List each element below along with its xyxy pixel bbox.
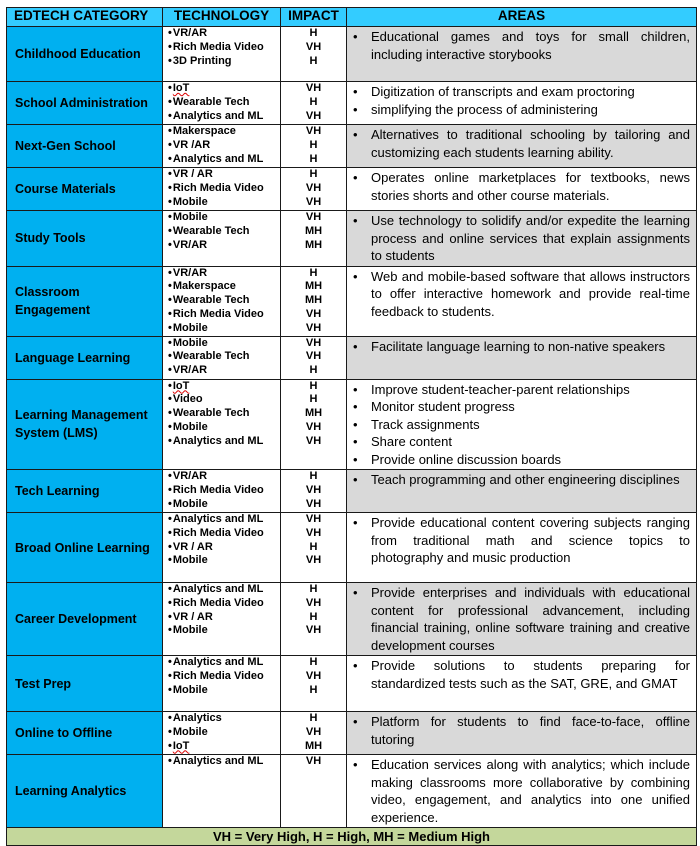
area-item: • Provide solutions to students preparing for standardized tests such as the SAT, GRE, and GMAT <box>371 657 690 692</box>
technology-label: VR / AR <box>172 168 213 180</box>
area-item: • Share content <box>371 433 690 451</box>
impact-value: MH <box>304 407 323 420</box>
technology-label: Rich Media Video <box>172 181 264 194</box>
technology-item <box>168 470 278 484</box>
area-item: • Use technology to solidify and/or expedite the learning process and online services that explain assignments to students <box>371 212 690 265</box>
impact-cell <box>281 379 347 470</box>
impact-value: VH <box>305 434 322 447</box>
category-cell: Tech Learning <box>7 470 163 513</box>
impact-value: H <box>309 470 318 482</box>
impact-value: VH <box>305 82 322 94</box>
technology-label: IoT <box>172 82 190 94</box>
category-cell: Childhood Education <box>7 27 163 82</box>
technology-cell <box>163 470 281 513</box>
technology-label: Rich Media Video <box>172 40 264 53</box>
technology-label: Mobile <box>172 624 208 637</box>
technology-label: Mobile <box>172 683 208 696</box>
table-row <box>7 712 697 755</box>
areas-list <box>351 212 690 265</box>
technology-label: IoT <box>172 379 190 392</box>
category-cell: Next-Gen School <box>7 125 163 168</box>
impact-cell <box>281 336 347 379</box>
technology-item <box>168 82 278 96</box>
area-item: • simplifying the process of administering <box>371 101 690 119</box>
technology-cell <box>163 656 281 712</box>
area-item: • Education services along with analytics; which include making classrooms more collaborative by combining video, engagement, and analytics into one unified experience. <box>371 756 690 826</box>
technology-item <box>168 726 278 740</box>
areas-cell <box>347 125 697 168</box>
technology-cell <box>163 755 281 828</box>
impact-value: VH <box>305 125 322 137</box>
impact-cell <box>281 513 347 583</box>
impact-value: H <box>309 266 318 279</box>
technology-cell <box>163 336 281 379</box>
areas-cell <box>347 27 697 82</box>
impact-value: VH <box>305 526 322 539</box>
impact-value: VH <box>305 181 322 194</box>
impact-cell <box>281 266 347 336</box>
technology-item <box>168 684 278 698</box>
category-cell: Course Materials <box>7 168 163 211</box>
areas-list <box>351 83 690 118</box>
areas-list <box>351 713 690 748</box>
technology-label: Wearable Tech <box>172 294 250 307</box>
areas-cell <box>347 656 697 712</box>
technology-label: VR/AR <box>172 238 208 251</box>
technology-item <box>168 168 278 182</box>
impact-value: H <box>309 138 318 151</box>
area-item: • Platform for students to find face-to-face, offline tutoring <box>371 713 690 748</box>
category-cell: School Administration <box>7 82 163 125</box>
category-cell: Career Development <box>7 583 163 656</box>
impact-value: VH <box>305 596 322 609</box>
impact-value: VH <box>305 307 322 320</box>
areas-list <box>351 514 690 567</box>
technology-label: Makerspace <box>172 125 236 137</box>
area-item: • Monitor student progress <box>371 398 690 416</box>
technology-item <box>168 294 278 308</box>
technology-cell <box>163 211 281 267</box>
table-row <box>7 168 697 211</box>
technology-item <box>168 337 278 351</box>
area-item: • Provide online discussion boards <box>371 451 690 469</box>
impact-cell <box>281 712 347 755</box>
impact-value: H <box>309 27 318 39</box>
technology-label: Rich Media Video <box>172 669 264 682</box>
table-row <box>7 379 697 470</box>
technology-label: Rich Media Video <box>172 307 264 320</box>
technology-item <box>168 267 278 281</box>
technology-item <box>168 211 278 225</box>
area-item: • Provide enterprises and individuals with educational content for professional advancement, including financial training, online software training and creative development courses <box>371 584 690 654</box>
impact-value: VH <box>305 211 322 223</box>
technology-label: Mobile <box>172 497 208 510</box>
technology-label: VR/AR <box>172 470 208 482</box>
technology-item <box>168 554 278 568</box>
technology-label: Analytics and ML <box>172 152 264 165</box>
technology-label: Analytics <box>172 712 222 724</box>
impact-value: MH <box>304 294 323 307</box>
areas-cell <box>347 336 697 379</box>
impact-value: VH <box>305 624 322 637</box>
technology-item <box>168 41 278 55</box>
technology-label: Wearable Tech <box>172 350 250 363</box>
technology-cell <box>163 125 281 168</box>
table-row <box>7 266 697 336</box>
areas-list <box>351 169 690 204</box>
header-category: EDTECH CATEGORY <box>7 8 163 27</box>
technology-label: VR/AR <box>172 364 208 377</box>
areas-cell <box>347 379 697 470</box>
impact-value: H <box>309 683 318 696</box>
impact-value: VH <box>305 554 322 567</box>
technology-item <box>168 225 278 239</box>
technology-item <box>168 421 278 435</box>
category-cell: Classroom Engagement <box>7 266 163 336</box>
table-row <box>7 755 697 828</box>
area-item: • Operates online marketplaces for textbooks, news stories shorts and other course materials. <box>371 169 690 204</box>
impact-cell <box>281 211 347 267</box>
impact-cell <box>281 656 347 712</box>
area-item: • Provide educational content covering subjects ranging from traditional math and science topics to photography and music production <box>371 514 690 567</box>
impact-value: H <box>309 393 318 406</box>
technology-label: Analytics and ML <box>172 656 264 668</box>
technology-item <box>168 740 278 754</box>
areas-cell <box>347 211 697 267</box>
technology-item <box>168 513 278 527</box>
impact-value: VH <box>305 497 322 510</box>
area-item: • Digitization of transcripts and exam proctoring <box>371 83 690 101</box>
category-cell: Test Prep <box>7 656 163 712</box>
technology-item <box>168 624 278 638</box>
area-item: • Improve student-teacher-parent relationships <box>371 381 690 399</box>
table-row <box>7 82 697 125</box>
areas-list <box>351 28 690 63</box>
technology-label: IoT <box>172 739 190 752</box>
technology-item <box>168 583 278 597</box>
technology-label: Video <box>172 393 203 406</box>
technology-cell <box>163 27 281 82</box>
impact-cell <box>281 470 347 513</box>
areas-list <box>351 381 690 469</box>
area-item: • Web and mobile-based software that allows instructors to offer interactive homework and provide real-time feedback to students. <box>371 268 690 321</box>
technology-item <box>168 196 278 210</box>
areas-cell <box>347 755 697 828</box>
areas-cell <box>347 168 697 211</box>
impact-value: VH <box>305 336 322 349</box>
impact-value: H <box>309 364 318 377</box>
technology-label: Analytics and ML <box>172 109 264 122</box>
category-cell: Broad Online Learning <box>7 513 163 583</box>
areas-list <box>351 756 690 826</box>
technology-label: VR / AR <box>172 540 213 553</box>
area-item: • Track assignments <box>371 416 690 434</box>
technology-item <box>168 407 278 421</box>
areas-list <box>351 268 690 321</box>
technology-label: Mobile <box>172 725 208 738</box>
technology-item <box>168 308 278 322</box>
areas-cell <box>347 470 697 513</box>
table-row <box>7 27 697 82</box>
area-item: • Alternatives to traditional schooling by tailoring and customizing each students learning ability. <box>371 126 690 161</box>
impact-value: H <box>309 712 318 724</box>
impact-value: MH <box>304 224 323 237</box>
legend-text: VH = Very High, H = High, MH = Medium High <box>7 828 697 846</box>
technology-item <box>168 484 278 498</box>
impact-value: H <box>309 656 318 668</box>
technology-label: Rich Media Video <box>172 596 264 609</box>
impact-value: H <box>309 54 318 67</box>
category-cell: Learning Management System (LMS) <box>7 379 163 470</box>
areas-list <box>351 126 690 161</box>
impact-value: MH <box>304 238 323 251</box>
technology-item <box>168 656 278 670</box>
technology-item <box>168 498 278 512</box>
impact-value: VH <box>305 483 322 496</box>
technology-label: VR / AR <box>172 610 213 623</box>
technology-item <box>168 380 278 394</box>
technology-label: 3D Printing <box>172 54 232 67</box>
technology-cell <box>163 379 281 470</box>
impact-cell <box>281 82 347 125</box>
impact-value: VH <box>305 755 322 767</box>
technology-item <box>168 364 278 378</box>
impact-value: VH <box>305 109 322 122</box>
technology-item <box>168 322 278 336</box>
technology-item <box>168 280 278 294</box>
impact-value: H <box>309 540 318 553</box>
technology-item <box>168 670 278 684</box>
impact-value: H <box>309 379 318 392</box>
impact-value: H <box>309 168 318 180</box>
impact-cell <box>281 583 347 656</box>
technology-cell <box>163 583 281 656</box>
impact-value: VH <box>305 669 322 682</box>
technology-label: Analytics and ML <box>172 434 264 447</box>
technology-label: VR/AR <box>172 266 208 279</box>
areas-list <box>351 338 690 356</box>
table-row <box>7 125 697 168</box>
area-item: • Facilitate language learning to non-native speakers <box>371 338 690 356</box>
technology-item <box>168 182 278 196</box>
technology-item <box>168 27 278 41</box>
technology-item <box>168 541 278 555</box>
technology-item <box>168 239 278 253</box>
technology-cell <box>163 82 281 125</box>
technology-label: Rich Media Video <box>172 526 264 539</box>
table-row <box>7 211 697 267</box>
technology-label: Mobile <box>172 211 208 223</box>
impact-value: H <box>309 152 318 165</box>
technology-label: Mobile <box>172 321 208 334</box>
areas-cell <box>347 266 697 336</box>
table-row <box>7 513 697 583</box>
technology-label: VR/AR <box>172 27 208 39</box>
technology-label: Wearable Tech <box>172 407 250 420</box>
areas-cell <box>347 712 697 755</box>
technology-item <box>168 125 278 139</box>
header-areas: AREAS <box>347 8 697 27</box>
impact-value: VH <box>305 420 322 433</box>
category-cell: Online to Offline <box>7 712 163 755</box>
technology-item <box>168 153 278 167</box>
technology-item <box>168 611 278 625</box>
impact-cell <box>281 125 347 168</box>
technology-item <box>168 527 278 541</box>
areas-cell <box>347 82 697 125</box>
technology-label: Analytics and ML <box>172 755 264 767</box>
technology-item <box>168 597 278 611</box>
technology-cell <box>163 712 281 755</box>
technology-label: Mobile <box>172 195 208 208</box>
technology-item <box>168 393 278 407</box>
technology-item <box>168 435 278 449</box>
impact-value: H <box>309 610 318 623</box>
edtech-table <box>6 7 697 846</box>
impact-value: VH <box>305 195 322 208</box>
impact-value: MH <box>304 739 323 752</box>
impact-value: VH <box>305 350 322 363</box>
impact-value: H <box>309 583 318 595</box>
impact-cell <box>281 755 347 828</box>
category-cell: Study Tools <box>7 211 163 267</box>
technology-item <box>168 96 278 110</box>
impact-cell <box>281 168 347 211</box>
technology-item <box>168 139 278 153</box>
technology-item <box>168 755 278 769</box>
areas-list <box>351 471 690 489</box>
technology-label: Analytics and ML <box>172 583 264 595</box>
impact-value: VH <box>305 40 322 53</box>
impact-cell <box>281 27 347 82</box>
technology-cell <box>163 168 281 211</box>
header-technology: TECHNOLOGY <box>163 8 281 27</box>
areas-list <box>351 657 690 692</box>
areas-list <box>351 584 690 654</box>
technology-cell <box>163 513 281 583</box>
impact-value: MH <box>304 280 323 293</box>
technology-item <box>168 712 278 726</box>
technology-label: VR /AR <box>172 138 211 151</box>
area-item: • Teach programming and other engineering disciplines <box>371 471 690 489</box>
table-row <box>7 470 697 513</box>
technology-label: Makerspace <box>172 280 236 293</box>
technology-item <box>168 350 278 364</box>
technology-label: Wearable Tech <box>172 224 250 237</box>
header-row <box>7 8 697 27</box>
table-row <box>7 656 697 712</box>
impact-value: VH <box>305 725 322 738</box>
technology-item <box>168 55 278 69</box>
table-row <box>7 336 697 379</box>
impact-value: VH <box>305 513 322 525</box>
areas-cell <box>347 513 697 583</box>
header-impact: IMPACT <box>281 8 347 27</box>
technology-label: Analytics and ML <box>172 513 264 525</box>
area-item: • Educational games and toys for small children, including interactive storybooks <box>371 28 690 63</box>
technology-label: Rich Media Video <box>172 483 264 496</box>
table-row <box>7 583 697 656</box>
impact-value: VH <box>305 321 322 334</box>
impact-value: H <box>309 95 318 108</box>
category-cell: Learning Analytics <box>7 755 163 828</box>
category-cell: Language Learning <box>7 336 163 379</box>
table-body <box>7 27 697 828</box>
technology-label: Mobile <box>172 554 208 567</box>
technology-label: Wearable Tech <box>172 95 250 108</box>
technology-label: Mobile <box>172 336 208 349</box>
areas-cell <box>347 583 697 656</box>
technology-label: Mobile <box>172 420 208 433</box>
technology-item <box>168 110 278 124</box>
technology-cell <box>163 266 281 336</box>
